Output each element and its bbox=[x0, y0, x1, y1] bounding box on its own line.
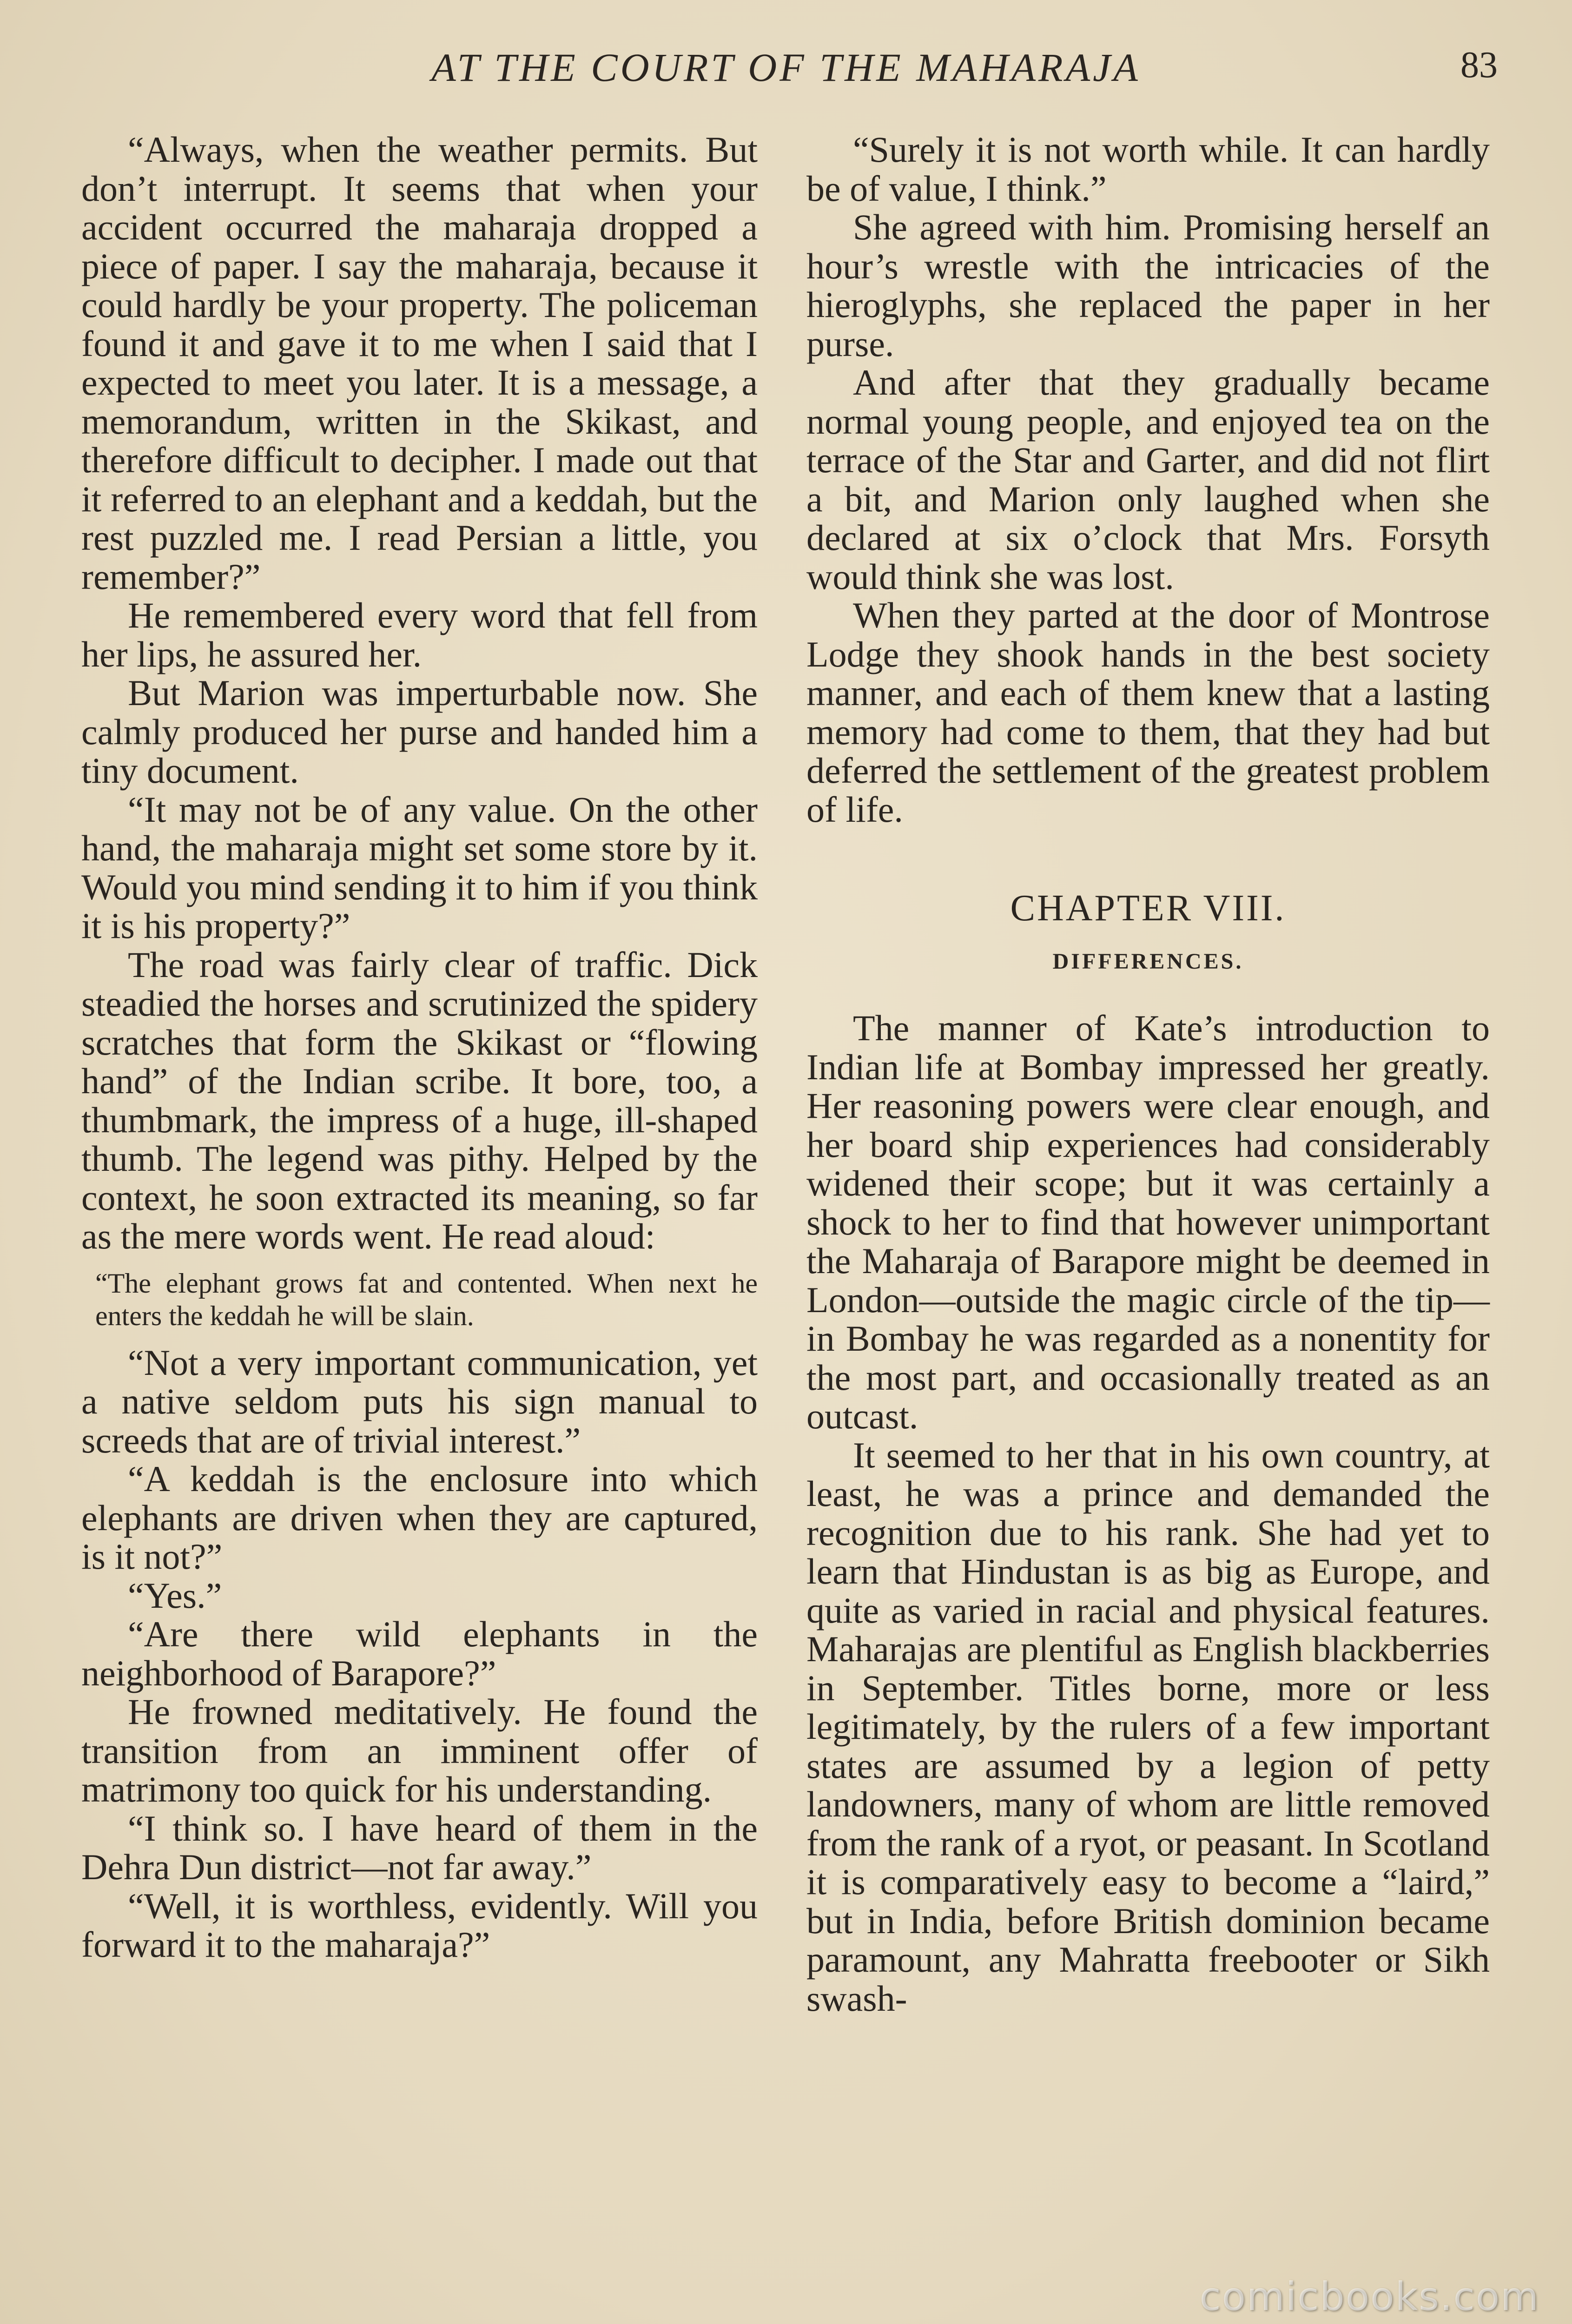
running-title: AT THE COURT OF THE MAHARAJA bbox=[431, 45, 1141, 90]
watermark: comicbooks.com bbox=[1199, 2274, 1539, 2319]
paragraph: He frowned meditatively. He found the transition from an imminent offer of matrimony too quick for his understanding. bbox=[81, 1691, 758, 1809]
paragraph: He remembered every word that fell from her lips, he assured her. bbox=[81, 595, 758, 674]
paragraph: And after that they gradually became normal young people, and enjoyed tea on the terrace of the Star and Garter, and did not flirt a bit, and Marion only laughed when she declared at six o’clock that Mrs. Forsyth would think she was lost. bbox=[806, 362, 1490, 597]
paragraph: “Are there wild elephants in the neighborhood of Barapore?” bbox=[81, 1614, 758, 1693]
paragraph: “I think so. I have heard of them in the Dehra Dun district—not far away.” bbox=[81, 1808, 758, 1887]
paragraph: She agreed with him. Promising herself an hour’s wrestle with the intricacies of the hieroglyphs, she replaced the paper in her purse. bbox=[806, 207, 1490, 364]
paragraph: “Well, it is worthless, evidently. Will you forward it to the maharaja?” bbox=[81, 1885, 758, 1965]
paragraph: “Yes.” bbox=[128, 1575, 222, 1616]
block-quote: “The elephant grows fat and contented. When next he enters the keddah he will be slain. bbox=[95, 1268, 758, 1331]
paragraph: “A keddah is the enclosure into which elephants are driven when they are captured, is it not?” bbox=[81, 1459, 758, 1577]
chapter-heading: CHAPTER VIII. bbox=[1010, 888, 1286, 929]
paragraph: “Always, when the weather permits. But don’t interrupt. It seems that when your accident occurred the maharaja dropped a piece of paper. I say the maharaja, because it could hardly be your property. The policeman found it and gave it to me when I said that I expected to meet you later. It is a message, a memorandum, written in the Skikast, and therefore difficult to decipher. I made out that it referred to an elephant and a keddah, but the rest puzzled me. I read Persian a little, you remember?” bbox=[81, 129, 758, 597]
paragraph: It seemed to her that in his own country, at least, he was a prince and demanded the recognition due to his rank. She had yet to learn that Hindustan is as big as Europe, and quite as varied in racial and physical features. Maharajas are plentiful as English blackberries in September. Titles borne, more or less legitimately, by the rulers of a few important states are assumed by a legion of petty landowners, many of whom are little removed from the rank of a ryot, or peasant. In Scotland it is comparatively easy to become a “laird,” but in India, before British dominion became paramount, any Mahratta freebooter or Sikh swash- bbox=[806, 1434, 1490, 2019]
page-header bbox=[65, 44, 1507, 100]
page-number: 83 bbox=[1460, 45, 1498, 86]
chapter-subtitle: DIFFERENCES. bbox=[1052, 949, 1244, 974]
left-column bbox=[81, 130, 758, 1964]
paragraph: “Surely it is not worth while. It can hardly be of value, I think.” bbox=[806, 129, 1490, 209]
section-spacer bbox=[806, 829, 1490, 889]
paragraph: The road was fairly clear of traffic. Dick steadied the horses and scrutinized the spidery scratches that form the Skikast or “flowing hand” of the Indian scribe. It bore, too, a thumbmark, the impress of a huge, ill-shaped thumb. The legend was pithy. Helped by the context, he soon extracted its meaning, so far as the mere words went. He read aloud: bbox=[81, 944, 758, 1256]
paragraph: “It may not be of any value. On the other hand, the maharaja might set some store by it. Would you mind sending it to him if you think it is his property?” bbox=[81, 789, 758, 946]
paragraph: “Not a very important communication, yet a native seldom puts his sign manual to screeds that are of trivial interest.” bbox=[81, 1342, 758, 1460]
paragraph: The manner of Kate’s introduction to Indian life at Bombay impressed her greatly. Her reasoning powers were clear enough, and her board ship experiences had considerably widened their scope; but it was certainly a shock to her to find that however unimportant the Maharaja of Barapore might be deemed in London—outside the magic circle of the tip—in Bombay he was regarded as a nonentity for the most part, and occasionally treated as an outcast. bbox=[806, 1008, 1490, 1436]
right-column bbox=[806, 130, 1490, 2018]
paragraph: But Marion was imperturbable now. She calmly produced her purse and handed him a tiny document. bbox=[81, 673, 758, 791]
paragraph: When they parted at the door of Montrose Lodge they shook hands in the best society manner, and each of them knew that a lasting memory had come to them, that they had but deferred the settlement of the greatest problem of life. bbox=[806, 595, 1490, 830]
